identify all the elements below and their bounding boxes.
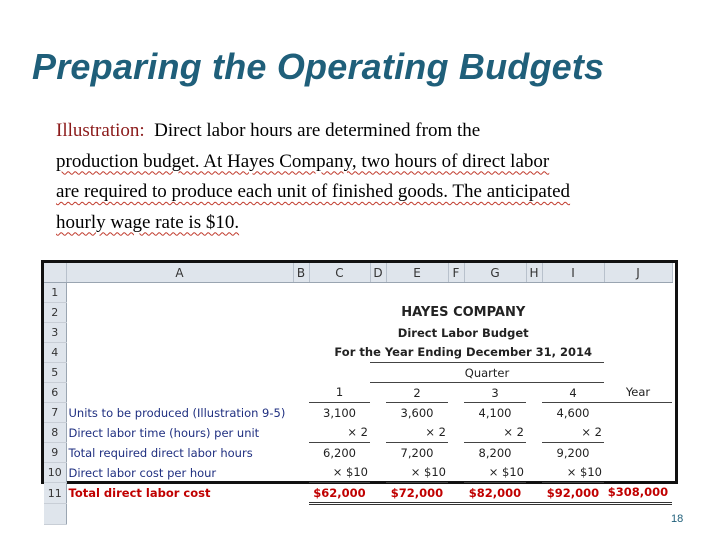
column-header-d[interactable]: D [370,263,386,283]
table-cell: 4,100 [478,405,512,420]
row-header[interactable]: 1 [44,283,66,303]
spreadsheet [41,260,678,500]
row-header[interactable] [44,504,66,525]
table-row [44,343,672,363]
column-header-h[interactable]: H [526,263,542,283]
row-header[interactable]: 3 [44,323,66,343]
table-row [44,363,672,383]
table-row [44,483,672,504]
table-cell: 3,600 [400,405,434,420]
table-cell: × 2 [542,423,604,443]
slide-title: Preparing the Operating Budgets [32,46,605,87]
direct-labor-budget-table [44,263,673,525]
paragraph-line-3: are required to produce each unit of finished goods. The anticipated [56,181,571,202]
row-header[interactable]: 10 [44,463,66,483]
page-number: 18 [671,513,684,525]
table-cell: $62,000 [309,483,370,504]
year-header: Year [604,383,672,403]
table-row [44,383,672,403]
row-header[interactable]: 9 [44,443,66,463]
column-header-c[interactable]: C [309,263,370,283]
table-cell: 6,200 [323,445,356,460]
table-cell: $92,000 [542,483,604,504]
table-cell: × $10 [542,463,604,483]
quarter-1-header: 1 [309,383,370,403]
table-cell: × $10 [386,463,448,483]
table-cell: × 2 [309,423,370,443]
illustration-label: Illustration: [56,120,145,141]
line-label: Total required direct labor hours [68,445,253,460]
line-label: Direct labor cost per hour [68,465,217,480]
table-cell [604,423,672,443]
quarter-header: Quarter [370,363,604,383]
column-header-g[interactable]: G [464,263,526,283]
quarter-3-header: 3 [464,383,526,403]
quarter-2-header: 2 [386,383,448,403]
budget-period: For the Year Ending December 31, 2014 [334,345,593,360]
column-header-f[interactable]: F [448,263,464,283]
row-header[interactable]: 5 [44,363,66,383]
paragraph-line-1 [56,116,696,147]
table-cell: 4,600 [556,405,590,420]
line-label: Units to be produced (Illustration 9-5) [68,405,286,420]
table-cell: 8,200 [478,445,512,460]
column-header-b[interactable]: B [293,263,309,283]
table-cell [604,443,672,463]
table-cell: $308,000 [604,483,672,504]
paragraph-line-4: hourly wage rate is $10. [56,211,240,233]
column-header-e[interactable]: E [386,263,448,283]
table-cell: $72,000 [386,483,448,504]
row-header[interactable]: 7 [44,403,66,423]
table-row [44,463,672,483]
table-cell [604,463,672,483]
table-row [44,443,672,463]
table-cell: 7,200 [400,445,434,460]
table-cell: × $10 [464,463,526,483]
budget-name: Direct Labor Budget [397,325,529,340]
line-label: Total direct labor cost [68,486,211,500]
row-header[interactable]: 2 [44,303,66,323]
row-header[interactable]: 4 [44,343,66,363]
company-name: HAYES COMPANY [401,305,526,320]
table-cell: × $10 [309,463,370,483]
column-header-a[interactable]: A [66,263,293,283]
illustration-paragraph [56,116,696,238]
row-header[interactable]: 8 [44,423,66,443]
line-label: Direct labor time (hours) per unit [68,425,260,440]
table-row [44,303,672,323]
row-header[interactable]: 11 [44,483,66,504]
table-cell: 3,100 [323,405,356,420]
paragraph-line-2: production budget. At Hayes Company, two hours of direct labor [56,150,550,172]
column-header-j[interactable]: J [604,263,672,283]
paragraph-text-1: Direct labor hours are determined from the [154,120,481,141]
select-all-corner[interactable] [44,263,66,283]
column-header-i[interactable]: I [542,263,604,283]
table-cell: $82,000 [464,483,526,504]
table-cell: 9,200 [556,445,590,460]
table-row [44,323,672,343]
table-row [44,504,672,525]
table-row [44,403,672,423]
quarter-4-header: 4 [542,383,604,403]
table-cell [604,403,672,423]
table-cell: × 2 [386,423,448,443]
column-header-row [44,263,672,283]
table-cell: × 2 [464,423,526,443]
table-row [44,283,672,303]
table-row [44,423,672,443]
row-header[interactable]: 6 [44,383,66,403]
